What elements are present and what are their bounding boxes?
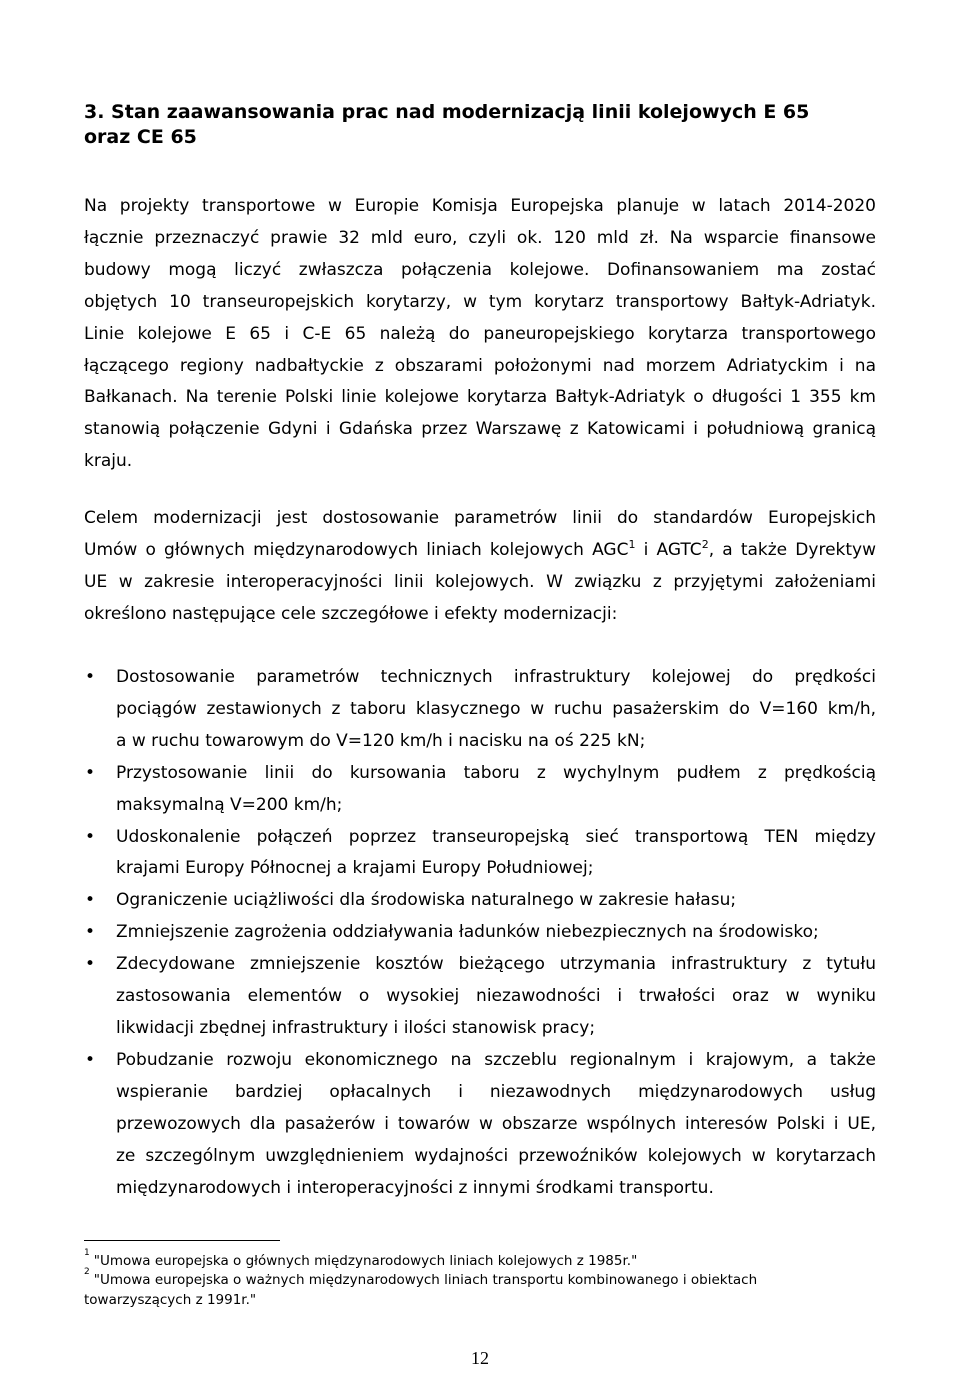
bullet-line: międzynarodowych i interoperacyjności z innymi środkami transportu.	[116, 1177, 714, 1198]
paragraph-text: i AGTC	[635, 539, 702, 560]
section-heading	[84, 100, 876, 150]
bullet-line: zastosowania elementów o wysokiej niezawodności i trwałości oraz w wyniku	[116, 986, 876, 1007]
page-number: 12	[471, 1348, 489, 1368]
paragraph-line	[84, 535, 876, 567]
bullet-item	[84, 949, 876, 1045]
paragraph-line: Linie kolejowe E 65 i C-E 65 należą do paneuropejskiego korytarza transportowego	[84, 323, 876, 344]
paragraph-line: łączącego regiony nadbałtyckie z obszarami położonymi nad morzem Adriatyckim i na	[84, 355, 876, 376]
footnote-text: "Umowa europejska o ważnych międzynarodowych liniach transportu kombinowanego i obiektach	[93, 1272, 758, 1289]
bullet-item	[84, 917, 876, 949]
footnote-reference: 1	[628, 537, 636, 551]
bullet-symbol: •	[84, 1049, 96, 1070]
paragraph-line: budowy mogą liczyć zwłaszcza połączenia kolejowe. Dofinansowaniem ma zostać	[84, 259, 876, 280]
footnote-reference: 2	[701, 537, 709, 551]
footnote-text: "Umowa europejska o głównych międzynarodowych liniach kolejowych z 1985r."	[93, 1253, 638, 1269]
bullet-line: Pobudzanie rozwoju ekonomicznego na szczeblu regionalnym i krajowym, a także	[116, 1049, 876, 1070]
bullet-symbol: •	[84, 762, 96, 783]
footnote-marker: 2	[84, 1266, 90, 1277]
paragraph-line: kraju.	[84, 451, 133, 472]
paragraph	[84, 503, 876, 631]
footnote	[84, 1266, 876, 1310]
bullet-line: a w ruchu towarowym do V=120 km/h i nacisku na oś 225 kN;	[116, 730, 646, 751]
bullet-line: pociągów zestawionych z taboru klasycznego w ruchu pasażerskim do V=160 km/h,	[116, 698, 876, 719]
paragraph-line: Bałkanach. Na terenie Polski linie kolejowe korytarza Bałtyk-Adriatyk o długości 1 355 km	[84, 387, 876, 408]
bullet-line: Dostosowanie parametrów technicznych infrastruktury kolejowej do prędkości	[116, 667, 876, 687]
bullet-item	[84, 1045, 876, 1205]
paragraph-line: łącznie przeznaczyć prawie 32 mld euro, czyli ok. 120 mld zł. Na wsparcie finansowe	[84, 227, 876, 248]
bullet-line: Ograniczenie uciążliwości dla środowiska naturalnego w zakresie hałasu;	[116, 890, 737, 911]
bullet-line: Przystosowanie linii do kursowania taboru z wychylnym pudłem z prędkością	[116, 762, 876, 783]
bullet-line: maksymalną V=200 km/h;	[116, 794, 343, 815]
bullet-line: Udoskonalenie połączeń poprzez transeuropejską sieć transportową TEN między	[116, 826, 876, 847]
bullet-symbol: •	[84, 890, 96, 911]
bullet-symbol: •	[84, 922, 96, 943]
paragraph-line: objętych 10 transeuropejskich korytarzy, w tym korytarz transportowy Bałtyk-Adriatyk.	[84, 291, 876, 312]
paragraph-line: Celem modernizacji jest dostosowanie parametrów linii do standardów Europejskich	[84, 508, 876, 528]
bullet-symbol: •	[84, 954, 96, 975]
footnote-marker: 1	[84, 1247, 90, 1258]
paragraph	[84, 191, 876, 478]
bullet-line: ze szczególnym uwzględnieniem wydajności przewoźników kolejowych w korytarzach	[116, 1145, 876, 1166]
footnote-line	[84, 1266, 876, 1290]
bullet-line: Zmniejszenie zagrożenia oddziaływania ładunków niebezpiecznych na środowisko;	[116, 922, 819, 943]
paragraph-line: Na projekty transportowe w Europie Komisja Europejska planuje w latach 2014-2020	[84, 196, 876, 216]
paragraph-line: UE w zakresie interoperacyjności linii kolejowych. W związku z przyjętymi założeniami	[84, 571, 876, 592]
bullet-line: likwidacji zbędnej infrastruktury i ilości stanowisk pracy;	[116, 1017, 596, 1038]
footnote-separator	[84, 1240, 280, 1241]
footnotes	[84, 1247, 876, 1310]
paragraph-text: Umów o głównych międzynarodowych liniach kolejowych AGC	[84, 539, 629, 560]
bullet-line: wspieranie bardziej opłacalnych i niezawodnych międzynarodowych usług	[116, 1081, 876, 1102]
bullet-line: krajami Europy Północnej a krajami Europy Południowej;	[116, 858, 594, 879]
footnote	[84, 1247, 876, 1271]
footnote-line: towarzyszących z 1991r."	[84, 1291, 257, 1308]
bullet-line: Zdecydowane zmniejszenie kosztów bieżącego utrzymania infrastruktury z tytułu	[116, 954, 876, 975]
heading-line: 3. Stan zaawansowania prac nad modernizacją linii kolejowych E 65	[84, 101, 810, 123]
bullet-item	[84, 758, 876, 822]
bullet-item	[84, 885, 876, 917]
bullet-item	[84, 822, 876, 886]
footnote-line	[84, 1247, 876, 1271]
paragraph-text: , a także Dyrektyw	[708, 539, 877, 560]
paragraph-line: określono następujące cele szczegółowe i efekty modernizacji:	[84, 603, 618, 624]
bullet-line: przewozowych dla pasażerów i towarów w obszarze wspólnych interesów Polski i UE,	[116, 1113, 876, 1134]
bullet-symbol: •	[84, 667, 96, 687]
bullet-list	[84, 662, 876, 1204]
paragraph-line: stanowią połączenie Gdyni i Gdańska przez Warszawę z Katowicami i południową granicą	[84, 419, 876, 440]
heading-line: oraz CE 65	[84, 126, 197, 148]
bullet-item	[84, 662, 876, 758]
bullet-symbol: •	[84, 826, 96, 847]
